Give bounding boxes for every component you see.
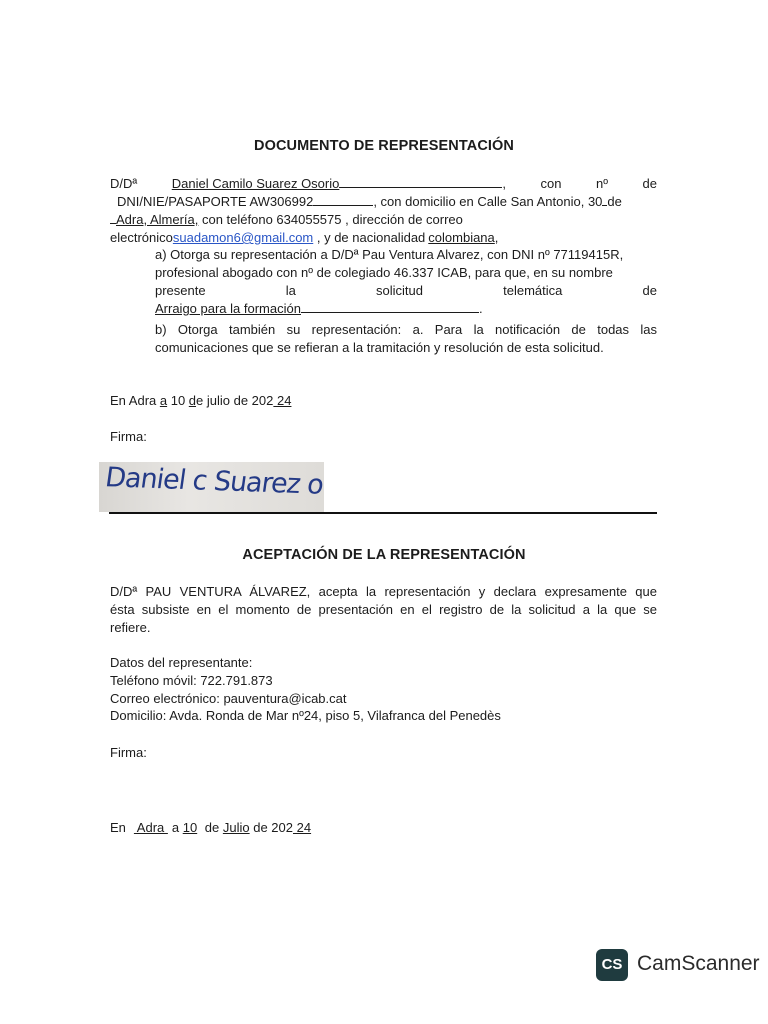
domicilio-text: , con domicilio en Calle San Antonio, 30 [373,194,603,209]
domicilio-de-text: de [607,194,622,209]
rep-correo: Correo electrónico: pauventura@icab.cat [110,691,347,706]
end-comma: , [494,230,499,245]
date2-de: de [201,820,223,835]
firma-label-2: Firma: [110,745,147,760]
date2-de2: de 202 [249,820,293,835]
word-presente: presente [155,283,206,298]
camscanner-brand: CamScanner [637,952,760,975]
date2-month: Julio [222,820,250,835]
dni-value: AW306992 [249,194,314,209]
date2-year: 24 [293,820,312,835]
date-en: En Adra [110,393,160,408]
camscanner-logo: CS [596,949,628,981]
nacionalidad-value: colombiana [428,230,495,245]
no-text: nº [596,176,608,191]
rep-heading: Datos del representante: [110,655,253,670]
clause-a-line-3 [155,282,657,300]
date-d: d [188,393,197,408]
tramite-period: . [478,301,483,316]
ciudad-value: Adra, Almería, [116,212,199,227]
prefix-text: D/Dª [110,176,138,191]
name-group [172,175,506,193]
nacionalidad-label: , y de nacionalidad [313,230,426,245]
representado-name: Daniel Camilo Suarez Osorio [171,176,340,191]
date2-a: a [171,820,183,835]
telefono-text: con teléfono 634055575 , dirección de correo [198,212,463,227]
de-text: de [642,176,657,191]
word-solicitud: solicitud [376,283,423,298]
representado-line-2 [117,193,622,211]
clause-a-line-4 [155,300,483,318]
clause-b-line-1: b) Otorga también su representación: a. Para la notificación de todas las [155,322,657,337]
dni-blank [313,193,373,206]
electronico-text: electrónico [110,230,173,245]
word-la: la [285,283,296,298]
acceptance-line-1: D/Dª PAU VENTURA ÁLVAREZ, acepta la representación y declara expresamente que [110,584,657,599]
email-link[interactable]: suadamon6@gmail.com [172,230,314,245]
rep-telefono: Teléfono móvil: 722.791.873 [110,673,273,688]
word-telematica: telemática [503,283,563,298]
clause-b-line-2: comunicaciones que se refieran a la tramitación y resolución de esta solicitud. [155,340,604,355]
date-line-1 [110,392,299,410]
representado-line-3 [110,211,463,229]
signature-image [99,462,324,512]
dni-label: DNI/NIE/PASAPORTE [117,194,247,209]
date2-place: Adra [133,820,168,835]
con-text: con [540,176,562,191]
date-year: 24 [273,393,292,408]
acceptance-line-3: refiere. [110,620,151,635]
document-title: DOCUMENTO DE REPRESENTACIÓN [254,138,514,154]
clause-a-line-1: a) Otorga su representación a D/Dª Pau Ventura Alvarez, con DNI nº 77119415R, [155,247,624,262]
name-blank [339,175,502,188]
date-day: 10 [167,393,189,408]
acceptance-line-2: ésta subsiste en el momento de presentación en el registro de la solicitud a la que se [110,602,657,617]
firma-label-1: Firma: [110,429,147,444]
date-month: e julio de 202 [196,393,274,408]
clause-a-line-2: profesional abogado con nº de colegiado 46.337 ICAB, para que, en su nombre [155,265,613,280]
comma-text: , [502,176,506,191]
date-a: a [159,393,168,408]
date2-en: En [110,820,126,835]
word-de: de [642,283,657,298]
tramite-blank [301,300,479,313]
date-line-2 [110,819,319,837]
representado-line-1 [110,175,657,193]
rep-domicilio: Domicilio: Avda. Ronda de Mar nº24, piso 5, Vilafranca del Penedès [110,708,501,723]
acceptance-title: ACEPTACIÓN DE LA REPRESENTACIÓN [242,547,526,563]
signature-line [109,512,657,514]
representado-line-4 [110,229,498,247]
handwritten-signature: Daniel c Suarez o [103,462,325,501]
date2-day: 10 [182,820,198,835]
tramite-value: Arraigo para la formación [155,301,301,316]
